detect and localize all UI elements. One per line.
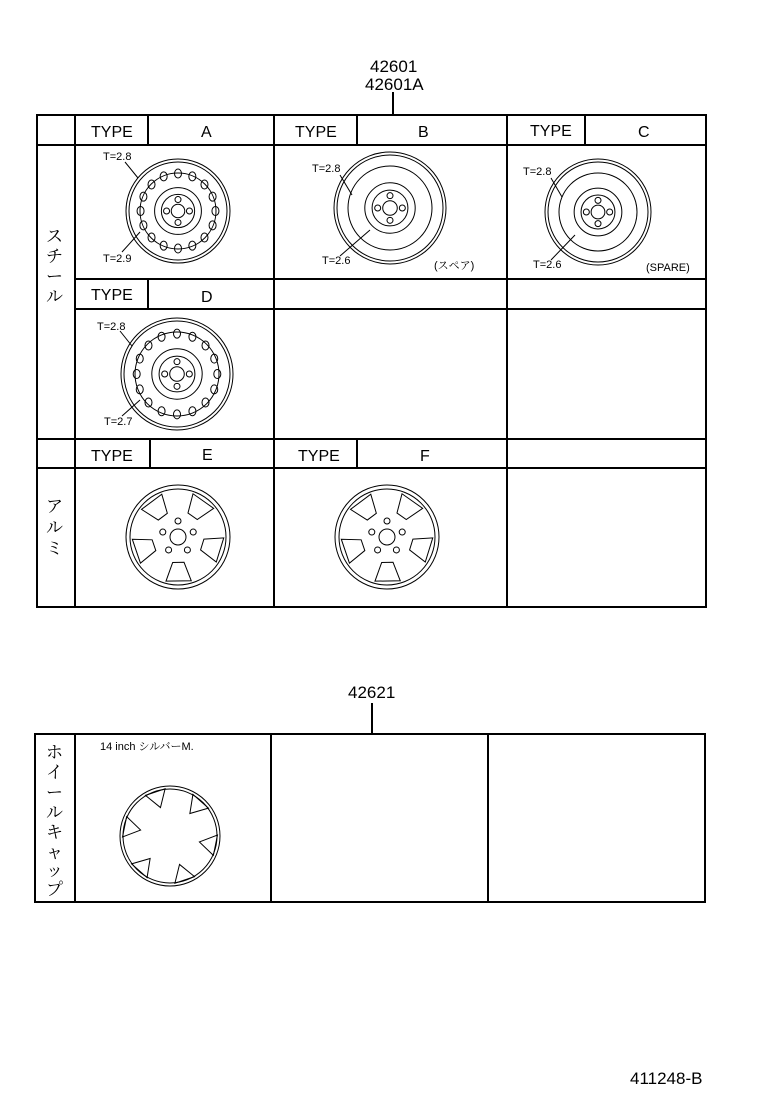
- cap-section-label: [46, 743, 63, 899]
- svg-text:ル: ル: [46, 803, 63, 822]
- wheel-c-t-top: T=2.8: [523, 166, 552, 178]
- svg-text:ス: ス: [46, 227, 63, 246]
- wheel-b-note: (スペア): [434, 260, 475, 272]
- svg-text:ル: ル: [46, 518, 63, 537]
- type-e: E: [202, 447, 213, 464]
- type-label-d: TYPE: [91, 287, 133, 304]
- wheel-c-drawing: [545, 159, 651, 265]
- svg-text:イ: イ: [46, 763, 63, 782]
- cap-1-note: 14 inch シルバーM.: [100, 741, 194, 753]
- wheel-f-drawing: [335, 485, 439, 589]
- wheel-b-drawing: [334, 152, 446, 264]
- wheel-c-note: (SPARE): [646, 262, 690, 274]
- type-label-c: TYPE: [530, 123, 572, 140]
- part-number-42601: 42601: [370, 57, 418, 76]
- type-f: F: [420, 448, 430, 465]
- svg-text:チ: チ: [46, 247, 63, 266]
- type-label-a: TYPE: [91, 124, 133, 141]
- wheel-b-t-top: T=2.8: [312, 163, 341, 175]
- svg-text:ホ: ホ: [46, 743, 63, 762]
- part-number-42621: 42621: [348, 683, 396, 702]
- svg-text:プ: プ: [46, 880, 63, 899]
- svg-text:ル: ル: [46, 287, 63, 306]
- type-label-f: TYPE: [298, 448, 340, 465]
- wheel-d-drawing: [120, 318, 233, 430]
- svg-text:ー: ー: [46, 267, 63, 286]
- wheel-a-drawing: [122, 159, 230, 263]
- drawing-number: 411248-B: [630, 1069, 703, 1088]
- type-a: A: [201, 124, 212, 141]
- part-number-42601a: 42601A: [365, 75, 424, 94]
- svg-text:ー: ー: [46, 783, 63, 802]
- wheel-cap-drawing: [120, 786, 220, 886]
- type-c: C: [638, 124, 650, 141]
- wheel-d-t-top: T=2.8: [97, 321, 126, 333]
- type-d: D: [201, 289, 213, 306]
- svg-text:キ: キ: [46, 823, 63, 842]
- svg-text:ミ: ミ: [46, 539, 63, 558]
- wheel-d-t-bottom: T=2.7: [104, 416, 133, 428]
- wheel-c-t-bottom: T=2.6: [533, 259, 562, 271]
- cap-table-grid: [35, 734, 705, 902]
- svg-text:ッ: ッ: [46, 861, 63, 880]
- svg-text:ア: ア: [46, 497, 63, 516]
- wheel-a-t-bottom: T=2.9: [103, 253, 132, 265]
- type-label-e: TYPE: [91, 448, 133, 465]
- wheel-a-t-top: T=2.8: [103, 151, 132, 163]
- type-b: B: [418, 124, 429, 141]
- type-label-b: TYPE: [295, 124, 337, 141]
- svg-text:ャ: ャ: [46, 843, 63, 862]
- wheel-e-drawing: [126, 485, 230, 589]
- steel-section-label: [46, 227, 63, 306]
- alloy-section-label: [46, 497, 63, 558]
- wheel-b-t-bottom: T=2.6: [322, 255, 351, 267]
